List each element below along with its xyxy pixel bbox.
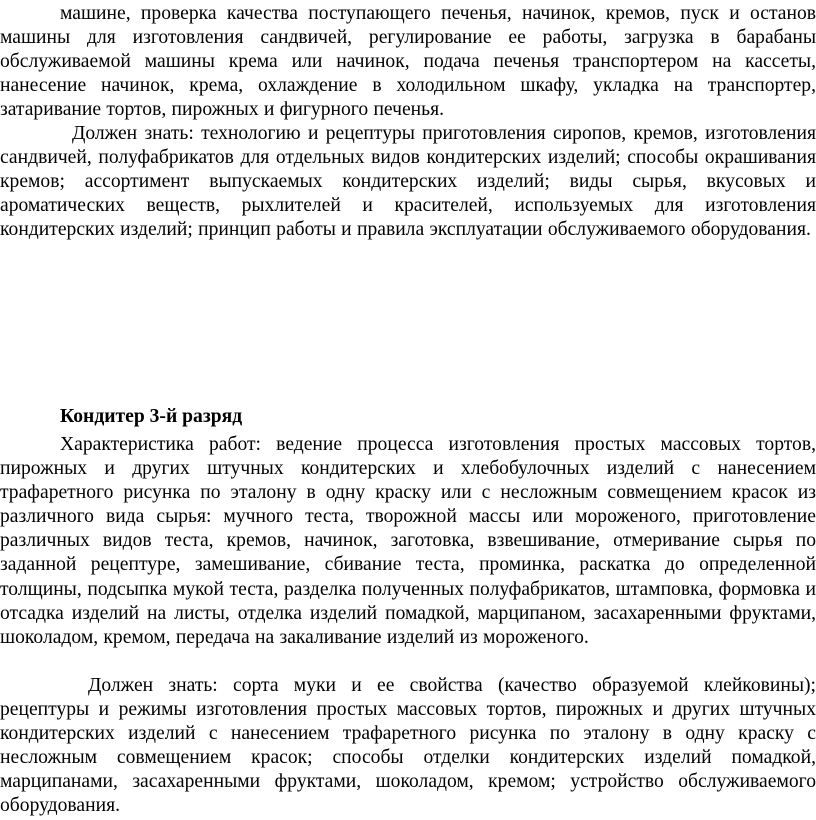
section-heading: Кондитер 3-й разряд	[60, 406, 243, 427]
paragraph-1-text: машине, проверка качества поступающего печенья, начинок, кремов, пуск и останов машины для изготовления сандвичей, регулирование ее работы, загрузка в барабаны обслуживаемой машины крема или начинок, подача печенья транспортером на кассеты, нанесение начинок, крема, охлаждение в холодильном шкафу, укладка на транспортер, затаривание тортов, пирожных и фигурного печенья.	[0, 3, 816, 121]
body-paragraph-1	[0, 2, 816, 122]
body-paragraph-2: Должен знать: технологию и рецептуры приготовления сиропов, кремов, изготовления сандвичей, полуфабрикатов для отдельных видов кондитерских изделий; способы окрашивания кремов; ассортимент выпускаемых кондитерских изделий; виды сырья, вкусовых и ароматических веществ, рыхлителей и красителей, используемых для изготовления кондитерских изделий; принцип работы и правила эксплуатации обслуживаемого оборудования.	[0, 123, 816, 241]
body-paragraph-4: Должен знать: сорта муки и ее свойства (качество образуемой клейковины); рецептуры и режимы изготовления простых массовых тортов, пирожных и других штучных кондитерских изделий с нанесением трафаретного рисунка по эталону в одну краску с несложным совмещением красок; способы отделки кондитерских изделий помадкой, марципанами, засахаренными фруктами, шоколадом, кремом; устройство обслуживаемого оборудования.	[0, 675, 816, 817]
body-paragraph-3: Характеристика работ: ведение процесса изготовления простых массовых тортов, пирожных и других штучных кондитерских и хлебобулочных изделий с нанесением трафаретного рисунка по эталону в одну краску или с несложным совмещением красок из различного вида сырья: мучного теста, творожной массы или мороженого, приготовление различных видов теста, кремов, начинок, заготовка, взвешивание, отмеривание сырья по заданной рецептуре, замешивание, сбивание теста, проминка, раскатка до определенной толщины, подсыпка мукой теста, разделка полученных полуфабрикатов, штамповка, формовка и отсадка изделий на листы, отделка изделий помадкой, марципаном, засахаренными фруктами, шоколадом, кремом, передача на закаливание изделий из мороженого.	[0, 434, 816, 648]
